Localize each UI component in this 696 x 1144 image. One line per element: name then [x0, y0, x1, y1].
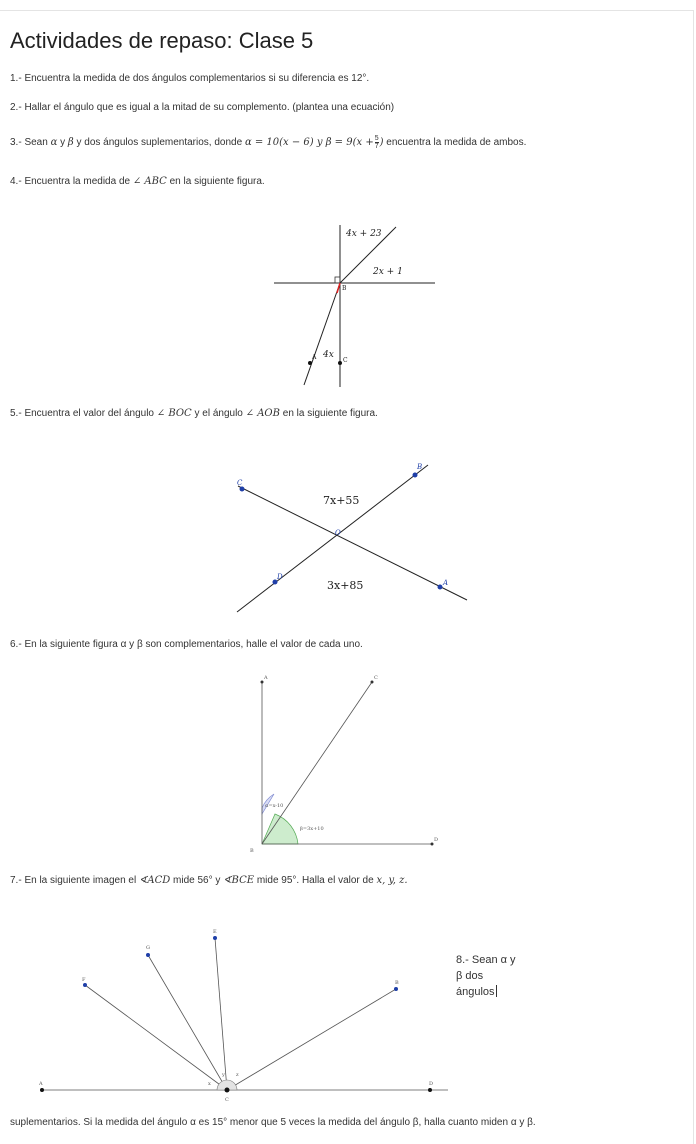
fig5-point-c — [240, 487, 245, 492]
fig6-label-d: D — [434, 837, 439, 843]
fig5-label-b: B — [417, 463, 423, 471]
fig4-label-right: 2x + 1 — [373, 267, 403, 277]
q5-angle-1: ∠ BOC — [156, 408, 192, 419]
q3-frac-num: 5 — [374, 135, 379, 142]
q4-suffix: en la siguiente figura. — [169, 176, 265, 187]
page-title: Actividades de repaso: Clase 5 — [10, 28, 314, 53]
fig7-point-a — [40, 1088, 44, 1092]
fig7-point-g — [146, 953, 150, 957]
fig6-label-b: B — [250, 848, 254, 854]
q7-mid-1: mide 56° y — [173, 875, 221, 886]
fig4-label-top: 4x + 23 — [346, 229, 382, 239]
fig4-label-c: C — [343, 357, 348, 364]
fig5-point-a — [438, 585, 443, 590]
q5-prefix: 5.- Encuentra el valor del ángulo — [10, 408, 154, 419]
q3-suffix: encuentra la medida de ambos. — [386, 137, 527, 149]
fig6-label-c: C — [374, 675, 378, 681]
question-8-continuation: suplementarios. Si la medida del ángulo α es 15° menor que 5 veces la medida del ángulo β, halla cuanto miden α y β. — [10, 1117, 536, 1128]
fig7-label-b: B — [395, 980, 399, 986]
q3-beta: β — [67, 137, 74, 149]
figure-4 — [260, 215, 450, 395]
q7-vars: x, y, z. — [376, 875, 408, 886]
q7-mid-2: mide 95°. Halla el valor de — [256, 875, 374, 886]
q7-prefix: 7.- En la siguiente imagen el — [10, 875, 137, 886]
fig4-slanted-line — [304, 283, 340, 385]
fig7-label-x: x — [208, 1081, 211, 1087]
fig7-label-f: F — [82, 977, 86, 983]
fig7-point-c — [225, 1088, 230, 1093]
q8-line-3: ángulos — [456, 986, 495, 998]
fig4-label-b: B — [342, 285, 347, 292]
question-6: 6.- En la siguiente figura α y β son complementarios, halle el valor de cada uno. — [10, 639, 363, 650]
q3-mid: y dos ángulos suplementarios, donde — [76, 137, 243, 149]
q8-line-2: β dos — [456, 970, 484, 982]
fig6-beta-sector — [262, 814, 298, 844]
question-8-start — [456, 952, 536, 1000]
fig4-point-a — [308, 361, 312, 365]
question-4 — [10, 176, 265, 187]
q3-frac-den: 7 — [374, 143, 379, 150]
figure-5 — [225, 455, 475, 620]
question-1: 1.- Encuentra la medida de dos ángulos complementarios si su diferencia es 12°. — [10, 73, 370, 84]
q8-line-1: 8.- Sean α y — [456, 954, 516, 966]
fig7-label-g: G — [146, 945, 150, 951]
q4-angle: ∠ ABC — [132, 176, 167, 187]
text-cursor — [496, 985, 497, 997]
fig5-label-a: A — [443, 579, 449, 587]
fig5-label-bottom: 3x+85 — [327, 579, 364, 592]
fig7-point-f — [83, 983, 87, 987]
fig7-point-d — [428, 1088, 432, 1092]
q4-prefix: 4.- Encuentra la medida de — [10, 176, 131, 187]
fig5-label-o: O — [335, 529, 341, 537]
fig7-ray-f — [85, 985, 227, 1090]
fig7-label-y: y — [222, 1072, 225, 1078]
fig4-label-low: 4x — [323, 350, 334, 360]
fig7-label-d: D — [429, 1081, 434, 1087]
figure-6 — [240, 670, 445, 855]
figure-7 — [30, 925, 455, 1105]
fig7-point-b — [394, 987, 398, 991]
fig7-label-e: E — [213, 929, 217, 935]
q3-equation-1: α = 10(x − 6) y β = 9 — [244, 137, 353, 149]
question-5 — [10, 408, 378, 419]
question-3 — [10, 135, 526, 150]
q3-fraction — [375, 135, 379, 150]
q5-mid: y el ángulo — [194, 408, 243, 419]
q7-angle-2: ∢BCE — [223, 875, 255, 886]
q3-equation-open: (x + — [352, 137, 374, 149]
question-2: 2.- Hallar el ángulo que es igual a la mitad de su complemento. (plantea una ecuación) — [10, 102, 395, 113]
fig5-label-d: D — [277, 573, 283, 581]
fig6-label-a: A — [264, 675, 268, 681]
fig5-label-top: 7x+55 — [323, 494, 360, 507]
fig7-ray-g — [148, 955, 227, 1090]
fig4-label-a: A — [312, 354, 317, 361]
q5-suffix: en la siguiente figura. — [282, 408, 378, 419]
fig6-alpha-label: α=x-10 — [265, 803, 284, 809]
fig5-label-c: C — [237, 479, 243, 487]
question-7 — [10, 875, 408, 886]
fig6-beta-label: β=3x+10 — [300, 826, 324, 832]
q3-prefix: 3.- Sean — [10, 137, 48, 149]
fig7-label-c: C — [225, 1097, 229, 1103]
q7-angle-1: ∢ACD — [138, 875, 171, 886]
q3-equation-close: ) — [379, 137, 384, 149]
q3-alpha: α — [50, 137, 58, 149]
fig7-point-e — [213, 936, 217, 940]
fig7-label-z: z — [236, 1072, 239, 1078]
fig7-ray-e — [215, 938, 227, 1090]
fig6-ray-bc — [262, 682, 372, 844]
q8-line-3-wrap — [456, 984, 536, 1000]
fig4-right-angle-mark — [335, 277, 340, 283]
fig4-point-c — [338, 361, 342, 365]
q5-angle-2: ∠ AOB — [245, 408, 280, 419]
q3-y: y — [60, 137, 66, 149]
fig7-ray-b — [227, 989, 396, 1090]
fig7-label-a: A — [39, 1081, 43, 1087]
fig5-point-b — [413, 473, 418, 478]
